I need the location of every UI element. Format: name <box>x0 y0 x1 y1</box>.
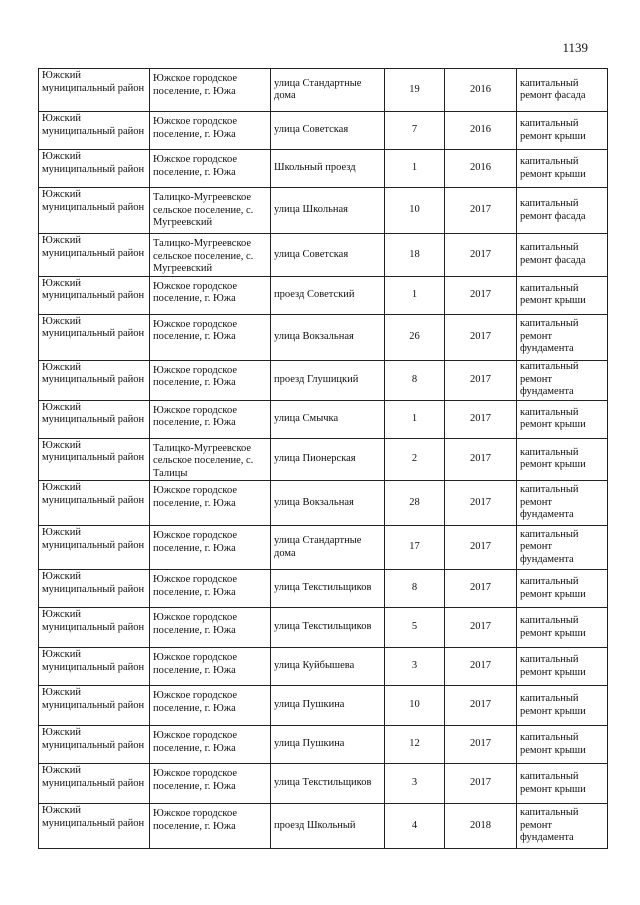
house-number-cell: 3 <box>385 648 445 686</box>
year-cell: 2017 <box>445 314 517 360</box>
table-row <box>39 481 608 526</box>
district-cell: Южский муниципальный район <box>39 570 150 608</box>
street-cell: улица Стандартные дома <box>271 526 385 570</box>
settlement-cell: Южское городское поселение, г. Южа <box>150 112 271 150</box>
street-cell: улица Пушкина <box>271 686 385 726</box>
house-number-cell: 10 <box>385 188 445 234</box>
table-row <box>39 608 608 648</box>
street-cell: улица Куйбышева <box>271 648 385 686</box>
settlement-cell: Талицко-Мугреевское сельское поселение, с. Мугреевский <box>150 234 271 277</box>
settlement-cell: Южское городское поселение, г. Южа <box>150 764 271 804</box>
work-type-cell: капитальный ремонт фасада <box>517 188 608 234</box>
table-row <box>39 150 608 188</box>
work-type-cell: капитальный ремонт крыши <box>517 608 608 648</box>
work-type-cell: капитальный ремонт крыши <box>517 648 608 686</box>
settlement-cell: Южское городское поселение, г. Южа <box>150 360 271 400</box>
work-type-cell: капитальный ремонт фасада <box>517 69 608 112</box>
work-type-cell: капитальный ремонт крыши <box>517 570 608 608</box>
year-cell: 2017 <box>445 764 517 804</box>
street-cell: улица Пушкина <box>271 726 385 764</box>
street-cell: улица Стандартные дома <box>271 69 385 112</box>
district-cell: Южский муниципальный район <box>39 686 150 726</box>
year-cell: 2016 <box>445 112 517 150</box>
table-row <box>39 314 608 360</box>
year-cell: 2017 <box>445 726 517 764</box>
street-cell: улица Вокзальная <box>271 314 385 360</box>
year-cell: 2017 <box>445 608 517 648</box>
repair-schedule-table <box>38 68 608 849</box>
district-cell: Южский муниципальный район <box>39 648 150 686</box>
district-cell: Южский муниципальный район <box>39 804 150 849</box>
table-row <box>39 400 608 438</box>
table-body <box>39 69 608 849</box>
street-cell: улица Школьная <box>271 188 385 234</box>
settlement-cell: Южское городское поселение, г. Южа <box>150 608 271 648</box>
district-cell: Южский муниципальный район <box>39 69 150 112</box>
table-row <box>39 438 608 481</box>
work-type-cell: капитальный ремонт фасада <box>517 234 608 277</box>
house-number-cell: 1 <box>385 276 445 314</box>
year-cell: 2017 <box>445 438 517 481</box>
street-cell: Школьный проезд <box>271 150 385 188</box>
settlement-cell: Южское городское поселение, г. Южа <box>150 526 271 570</box>
work-type-cell: капитальный ремонт фундамента <box>517 314 608 360</box>
district-cell: Южский муниципальный район <box>39 188 150 234</box>
year-cell: 2017 <box>445 360 517 400</box>
work-type-cell: капитальный ремонт фундамента <box>517 804 608 849</box>
house-number-cell: 26 <box>385 314 445 360</box>
street-cell: улица Текстильщиков <box>271 608 385 648</box>
district-cell: Южский муниципальный район <box>39 438 150 481</box>
settlement-cell: Южское городское поселение, г. Южа <box>150 804 271 849</box>
table-row <box>39 234 608 277</box>
district-cell: Южский муниципальный район <box>39 481 150 526</box>
street-cell: улица Вокзальная <box>271 481 385 526</box>
settlement-cell: Южское городское поселение, г. Южа <box>150 686 271 726</box>
table-row <box>39 686 608 726</box>
house-number-cell: 10 <box>385 686 445 726</box>
district-cell: Южский муниципальный район <box>39 276 150 314</box>
year-cell: 2017 <box>445 234 517 277</box>
house-number-cell: 17 <box>385 526 445 570</box>
district-cell: Южский муниципальный район <box>39 150 150 188</box>
year-cell: 2017 <box>445 188 517 234</box>
work-type-cell: капитальный ремонт фундамента <box>517 526 608 570</box>
year-cell: 2017 <box>445 648 517 686</box>
year-cell: 2017 <box>445 686 517 726</box>
street-cell: улица Текстильщиков <box>271 764 385 804</box>
house-number-cell: 5 <box>385 608 445 648</box>
table-row <box>39 570 608 608</box>
house-number-cell: 2 <box>385 438 445 481</box>
street-cell: проезд Школьный <box>271 804 385 849</box>
year-cell: 2017 <box>445 481 517 526</box>
district-cell: Южский муниципальный район <box>39 112 150 150</box>
street-cell: улица Советская <box>271 112 385 150</box>
year-cell: 2017 <box>445 526 517 570</box>
table-row <box>39 526 608 570</box>
year-cell: 2017 <box>445 276 517 314</box>
street-cell: проезд Глушицкий <box>271 360 385 400</box>
settlement-cell: Южское городское поселение, г. Южа <box>150 276 271 314</box>
street-cell: улица Советская <box>271 234 385 277</box>
house-number-cell: 19 <box>385 69 445 112</box>
work-type-cell: капитальный ремонт крыши <box>517 112 608 150</box>
settlement-cell: Южское городское поселение, г. Южа <box>150 400 271 438</box>
house-number-cell: 4 <box>385 804 445 849</box>
settlement-cell: Южское городское поселение, г. Южа <box>150 570 271 608</box>
settlement-cell: Южское городское поселение, г. Южа <box>150 648 271 686</box>
street-cell: улица Текстильщиков <box>271 570 385 608</box>
work-type-cell: капитальный ремонт фундамента <box>517 481 608 526</box>
settlement-cell: Южское городское поселение, г. Южа <box>150 726 271 764</box>
house-number-cell: 28 <box>385 481 445 526</box>
district-cell: Южский муниципальный район <box>39 764 150 804</box>
street-cell: улица Смычка <box>271 400 385 438</box>
district-cell: Южский муниципальный район <box>39 400 150 438</box>
work-type-cell: капитальный ремонт фундамента <box>517 360 608 400</box>
district-cell: Южский муниципальный район <box>39 234 150 277</box>
district-cell: Южский муниципальный район <box>39 526 150 570</box>
table-row <box>39 648 608 686</box>
district-cell: Южский муниципальный район <box>39 314 150 360</box>
house-number-cell: 8 <box>385 360 445 400</box>
work-type-cell: капитальный ремонт крыши <box>517 438 608 481</box>
year-cell: 2018 <box>445 804 517 849</box>
settlement-cell: Южское городское поселение, г. Южа <box>150 314 271 360</box>
table-row <box>39 804 608 849</box>
work-type-cell: капитальный ремонт крыши <box>517 276 608 314</box>
work-type-cell: капитальный ремонт крыши <box>517 764 608 804</box>
settlement-cell: Талицко-Мугреевское сельское поселение, с. Мугреевский <box>150 188 271 234</box>
house-number-cell: 12 <box>385 726 445 764</box>
table-row <box>39 112 608 150</box>
year-cell: 2016 <box>445 69 517 112</box>
year-cell: 2017 <box>445 400 517 438</box>
settlement-cell: Южское городское поселение, г. Южа <box>150 150 271 188</box>
settlement-cell: Южское городское поселение, г. Южа <box>150 481 271 526</box>
year-cell: 2017 <box>445 570 517 608</box>
year-cell: 2016 <box>445 150 517 188</box>
work-type-cell: капитальный ремонт крыши <box>517 150 608 188</box>
house-number-cell: 3 <box>385 764 445 804</box>
district-cell: Южский муниципальный район <box>39 726 150 764</box>
table-row <box>39 360 608 400</box>
settlement-cell: Южское городское поселение, г. Южа <box>150 69 271 112</box>
house-number-cell: 8 <box>385 570 445 608</box>
street-cell: проезд Советский <box>271 276 385 314</box>
table-row <box>39 764 608 804</box>
settlement-cell: Талицко-Мугреевское сельское поселение, с. Талицы <box>150 438 271 481</box>
page-number: 1139 <box>562 40 588 55</box>
house-number-cell: 18 <box>385 234 445 277</box>
work-type-cell: капитальный ремонт крыши <box>517 726 608 764</box>
work-type-cell: капитальный ремонт крыши <box>517 686 608 726</box>
house-number-cell: 1 <box>385 150 445 188</box>
work-type-cell: капитальный ремонт крыши <box>517 400 608 438</box>
street-cell: улица Пионерская <box>271 438 385 481</box>
table-row <box>39 69 608 112</box>
table-row <box>39 726 608 764</box>
district-cell: Южский муниципальный район <box>39 360 150 400</box>
table-row <box>39 188 608 234</box>
house-number-cell: 1 <box>385 400 445 438</box>
district-cell: Южский муниципальный район <box>39 608 150 648</box>
table-row <box>39 276 608 314</box>
house-number-cell: 7 <box>385 112 445 150</box>
